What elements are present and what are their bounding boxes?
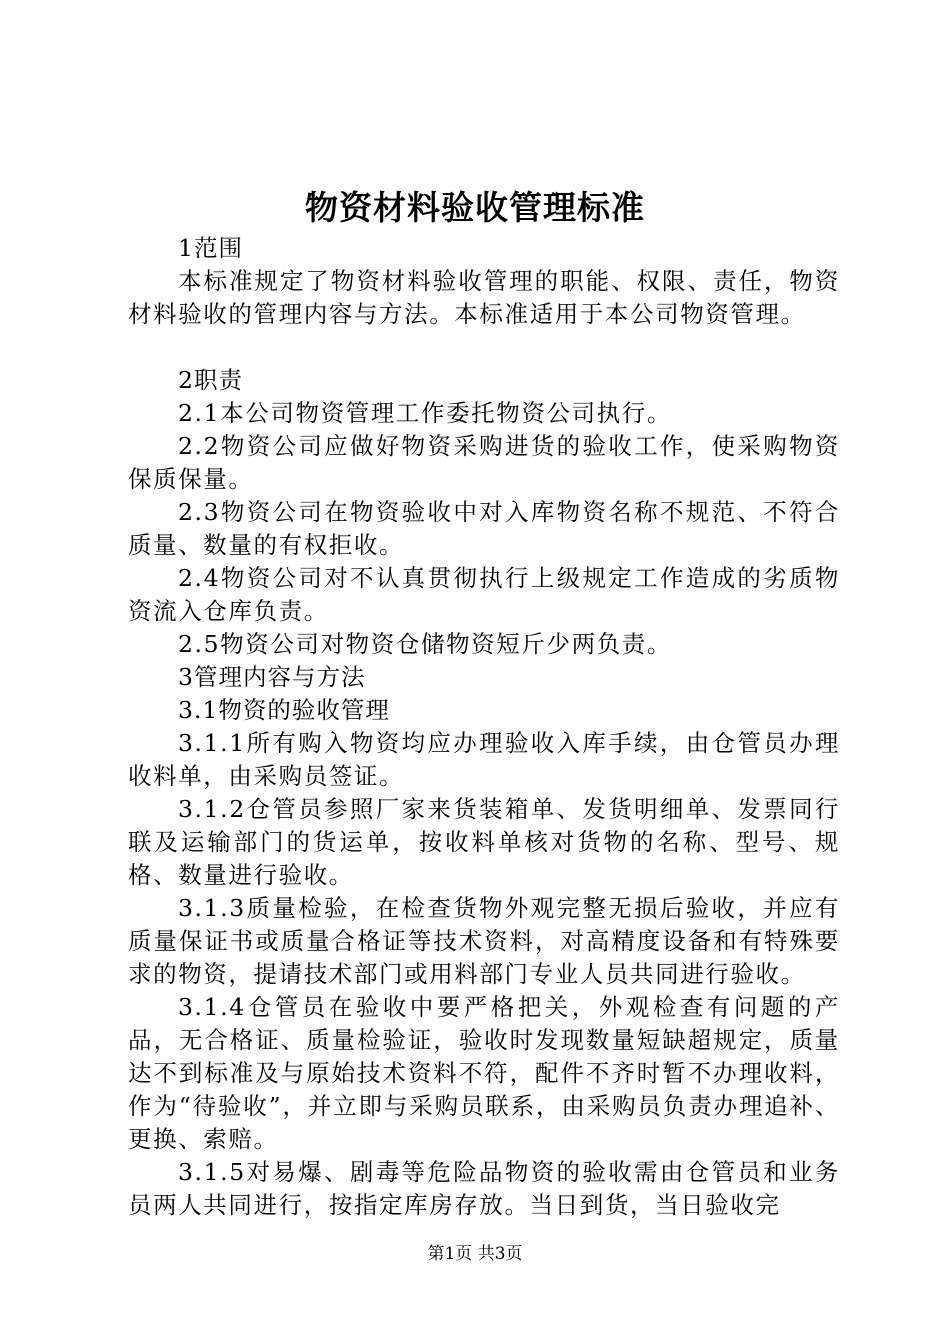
paragraph-3-1-1: 3.1.1所有购入物资均应办理验收入库手续，由仓管员办理收料单，由采购员签证。 [128, 729, 840, 790]
paragraph-3-1-3: 3.1.3质量检验，在检查货物外观完整无损后验收，并应有质量保证书或质量合格证等技术资料，对高精度设备和有特殊要求的物资，提请技术部门或用料部门专业人员共同进行验收。 [128, 894, 840, 988]
paragraph-3-1-5: 3.1.5对易爆、剧毒等危险品物资的验收需由仓管员和业务员两人共同进行，按指定库房存放。当日到货，当日验收完 [128, 1158, 840, 1219]
section-heading-scope: 1范围 [178, 234, 243, 262]
paragraph-2-2: 2.2物资公司应做好物资采购进货的验收工作，使采购物资保质保量。 [128, 432, 840, 493]
paragraph-2-1: 2.1本公司物资管理工作委托物资公司执行。 [178, 399, 672, 427]
paragraph-3-1-4: 3.1.4仓管员在验收中要严格把关，外观检查有问题的产品，无合格证、质量检验证，验收时发现数量短缺超规定，质量达不到标准及与原始技术资料不符，配件不齐时暂不办理收料，作为“待验收”，并立即与采购员联系，由采购员负责办理追补、更换、索赔。 [128, 993, 840, 1153]
document-title: 物资材料验收管理标准 [305, 188, 645, 227]
paragraph-2-3: 2.3物资公司在物资验收中对入库物资名称不规范、不符合质量、数量的有权拒收。 [128, 498, 840, 559]
paragraph-2-5: 2.5物资公司对物资仓储物资短斤少两负责。 [178, 630, 672, 658]
section-heading-management: 3管理内容与方法 [178, 663, 366, 691]
paragraph-spacer [128, 331, 840, 364]
document-body [128, 232, 840, 1222]
paragraph-scope-text: 本标准规定了物资材料验收管理的职能、权限、责任，物资材料验收的管理内容与方法。本标准适用于本公司物资管理。 [128, 267, 840, 328]
paragraph-2-4: 2.4物资公司对不认真贯彻执行上级规定工作造成的劣质物资流入仓库负责。 [128, 564, 840, 625]
section-heading-duties: 2职责 [178, 366, 243, 394]
paragraph-3-1-2: 3.1.2仓管员参照厂家来货装箱单、发货明细单、发票同行联及运输部门的货运单，按收料单核对货物的名称、型号、规格、数量进行验收。 [128, 795, 840, 889]
subsection-heading-3-1: 3.1物资的验收管理 [178, 696, 390, 724]
page-number-footer: 第1页 共3页 [427, 1244, 523, 1264]
